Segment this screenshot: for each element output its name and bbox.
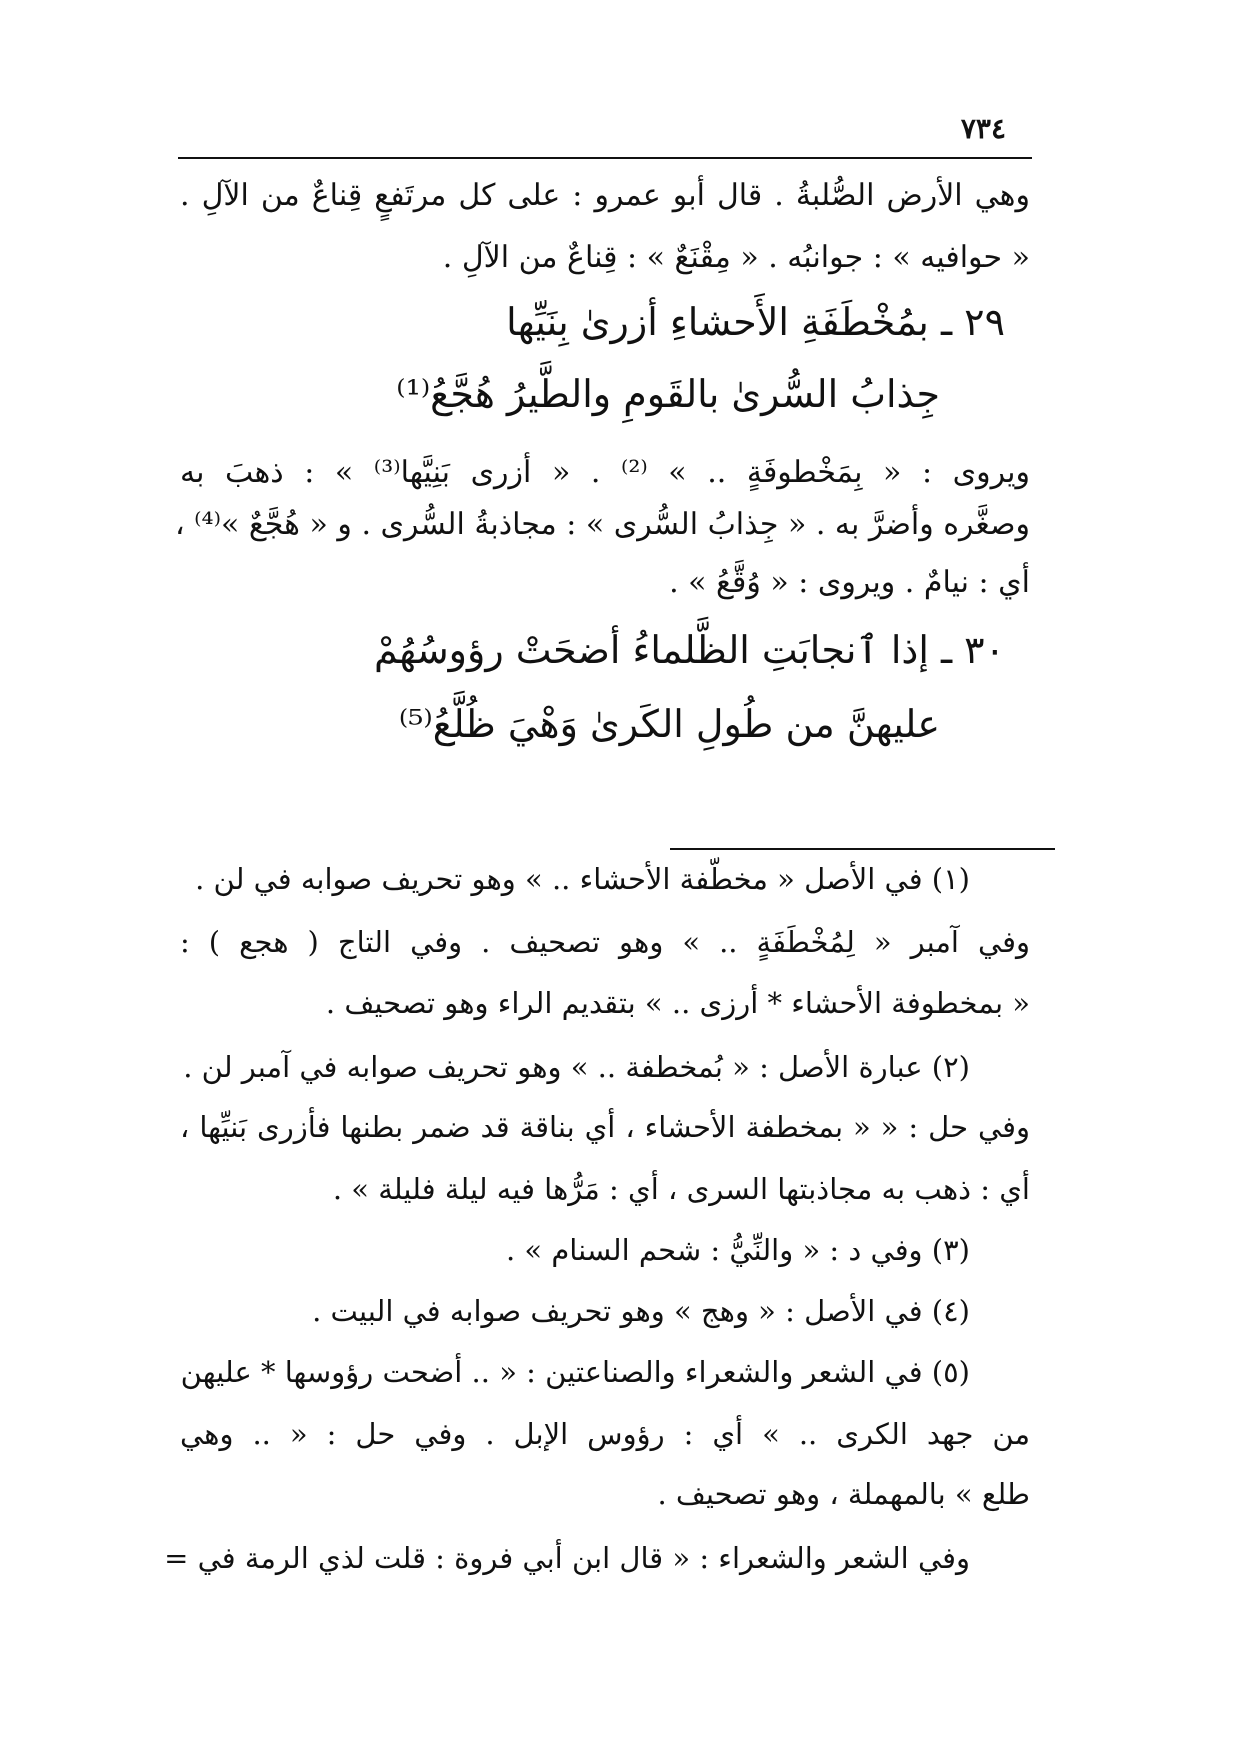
footnote-line: (٤) في الأصل : « وهج » وهو تحريف صوابه في البيت . xyxy=(312,1294,970,1328)
footnote-line: (٣) وفي د : « والنِّيُّ : شحم السنام » . xyxy=(505,1233,970,1267)
footnote-line: وفي حل : « « بمخطفة الأحشاء ، أي بناقة قد ضمر بطنها فأزرى بَنيِّها ، xyxy=(180,1110,1030,1144)
verse-30-second-hemistich: عليهنَّ من طُولِ الكَرىٰ وَهْيَ ظُلَّعُ⁽⁵⁾ xyxy=(398,702,940,746)
prose-line-1: وهي الأرض الصُّلبةُ . قال أبو عمرو : على كل مرتَفعٍ قِناعٌ من الآلِ . xyxy=(180,178,1030,213)
footnote-line: طلع » بالمهملة ، وهو تصحيف . xyxy=(657,1477,1030,1511)
prose-line-4: وصغَّره وأضرَّ به . « جِذابُ السُّرى » : مجاذبةُ السُّرى . و « هُجَّعٌ »⁽⁴⁾ ، xyxy=(174,507,1030,542)
prose-line-5: أي : نيامٌ . ويروى : « وُقَّعُ » . xyxy=(669,565,1030,600)
footnote-line: وفي آمبر « لِمُخْطَفَةٍ .. » وهو تصحيف . وفي التاج ( هجع ) : xyxy=(180,925,1030,959)
verse-30-first-hemistich: ٣٠ ـ إذا ٱنجابَتِ الظَّلماءُ أضحَتْ رؤوسُهُمْ xyxy=(374,628,1005,672)
footnote-line: (٥) في الشعر والشعراء والصناعتين : « .. أضحت رؤوسها * عليهن xyxy=(180,1355,970,1389)
footnote-line: « بمخطوفة الأحشاء * أرزى .. » بتقديم الراء وهو تصحيف . xyxy=(325,986,1030,1020)
footnote-line: من جهد الكرى .. » أي : رؤوس الإبل . وفي حل : « .. وهي xyxy=(180,1417,1030,1451)
verse-29-first-hemistich: ٢٩ ـ بمُخْطَفَةِ الأَحشاءِ أزرىٰ بِنَيِّها xyxy=(506,300,1005,344)
verse-29-second-hemistich: جِذابُ السُّرىٰ بالقَومِ والطَّيرُ هُجَّعُ⁽¹⁾ xyxy=(396,372,940,416)
footnote-line: أي : ذهب به مجاذبتها السرى ، أي : مَرُّها فيه ليلة فليلة » . xyxy=(332,1172,1030,1206)
footnotes xyxy=(164,0,1030,1757)
prose-line-3: ويروى : « بِمَخْطوفَةٍ .. » ⁽²⁾ . « أزرى بَنِيَّها⁽³⁾ » : ذهبَ به xyxy=(180,455,1030,490)
footnote-line: (١) في الأصل « مخطّفة الأحشاء .. » وهو تحريف صوابه في لن . xyxy=(195,862,970,896)
prose-line-2: « حوافيه » : جوانبُه . « مِقْنَعٌ » : قِناعٌ من الآلِ . xyxy=(442,240,1030,275)
footnote-line: وفي الشعر والشعراء : « قال ابن أبي فروة : قلت لذي الرمة في = xyxy=(164,1541,970,1575)
footnote-line: (٢) عبارة الأصل : « بُمخطفة .. » وهو تحريف صوابه في آمبر لن . xyxy=(183,1050,970,1084)
page-number: ٧٣٤ xyxy=(960,112,1006,145)
